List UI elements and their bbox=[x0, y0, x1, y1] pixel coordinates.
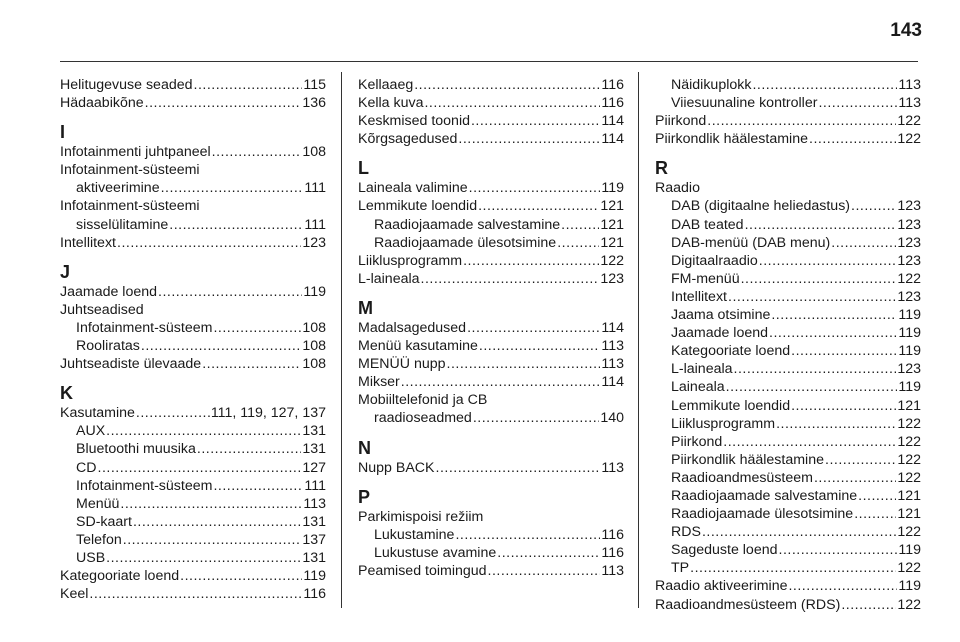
index-entry bbox=[60, 585, 326, 603]
entry-page-ref: 140 bbox=[600, 410, 624, 427]
entry-page-ref: 116 bbox=[601, 544, 624, 561]
index-entry bbox=[655, 179, 921, 197]
dot-leader bbox=[424, 94, 600, 112]
entry-page-ref: 131 bbox=[302, 441, 326, 458]
dot-leader bbox=[745, 216, 897, 234]
dot-leader bbox=[707, 112, 896, 130]
entry-page-ref: 116 bbox=[303, 586, 326, 603]
entry-term: Laineala bbox=[671, 379, 725, 396]
index-entry bbox=[358, 112, 624, 130]
entry-page-ref: 131 bbox=[302, 513, 326, 530]
entry-term: Menüü kasutamine bbox=[358, 338, 478, 355]
entry-page-ref: 123 bbox=[302, 234, 326, 251]
dot-leader bbox=[734, 360, 897, 378]
entry-page-ref: 122 bbox=[897, 415, 921, 432]
dot-leader bbox=[851, 197, 896, 215]
index-entry bbox=[358, 197, 624, 215]
index-entry bbox=[60, 197, 326, 215]
dot-leader bbox=[401, 373, 601, 391]
index-subentry bbox=[358, 216, 624, 234]
index-subentry bbox=[60, 216, 326, 234]
entry-term: Digitaalraadio bbox=[671, 252, 758, 269]
index-entry bbox=[358, 94, 624, 112]
index-entry bbox=[60, 283, 326, 301]
entry-term: TP bbox=[671, 560, 690, 577]
column-divider bbox=[341, 72, 342, 608]
dot-leader bbox=[141, 337, 301, 355]
dot-leader bbox=[421, 270, 600, 288]
entry-term: Nupp BACK bbox=[358, 459, 435, 476]
entry-term: Kasutamine bbox=[60, 405, 135, 422]
entry-term: Raadioandmesüsteem bbox=[671, 469, 813, 486]
index-subentry bbox=[655, 306, 921, 324]
dot-leader bbox=[414, 76, 600, 94]
index-letter-heading: K bbox=[60, 383, 73, 404]
index-entry bbox=[358, 337, 624, 355]
entry-page-ref: 114 bbox=[601, 319, 624, 336]
dot-leader bbox=[213, 477, 303, 495]
index-letter-heading: P bbox=[358, 486, 371, 507]
index-entry bbox=[60, 355, 326, 373]
entry-term: Keskmised toonid bbox=[358, 113, 470, 130]
entry-term: Kellaaeg bbox=[358, 77, 414, 93]
entry-term: Raadiojaamade salvestamine bbox=[374, 216, 561, 233]
entry-page-ref: 114 bbox=[601, 131, 624, 148]
dot-leader bbox=[809, 130, 896, 148]
index-subentry bbox=[358, 544, 624, 562]
entry-term: Piirkond bbox=[655, 113, 707, 130]
entry-term: Näidikuplokk bbox=[671, 77, 752, 93]
entry-term: Raadio aktiveerimine bbox=[655, 578, 788, 595]
index-subentry bbox=[60, 549, 326, 567]
dot-leader bbox=[478, 197, 599, 215]
index-subentry bbox=[655, 559, 921, 577]
entry-term: AUX bbox=[76, 423, 106, 440]
dot-leader bbox=[471, 112, 600, 130]
dot-leader bbox=[458, 130, 600, 148]
entry-page-ref: 137 bbox=[302, 531, 326, 548]
entry-page-ref: 115 bbox=[303, 77, 326, 93]
entry-page-ref: 123 bbox=[897, 361, 921, 378]
dot-leader bbox=[726, 378, 898, 396]
index-entry bbox=[60, 143, 326, 161]
entry-page-ref: 122 bbox=[897, 560, 921, 577]
entry-term: Juhtseadised bbox=[60, 301, 144, 318]
entry-term: Infotainment-süsteemi bbox=[60, 162, 200, 179]
entry-page-ref: 108 bbox=[302, 338, 326, 355]
dot-leader bbox=[779, 541, 898, 559]
dot-leader bbox=[791, 342, 897, 360]
index-subentry bbox=[60, 495, 326, 513]
entry-page-ref: 122 bbox=[897, 596, 921, 613]
index-subentry bbox=[655, 487, 921, 505]
column-divider bbox=[638, 72, 639, 608]
entry-term: Bluetoothi muusika bbox=[76, 441, 196, 458]
entry-term: Raadiojaamade ülesotsimine bbox=[374, 234, 557, 251]
entry-page-ref: 113 bbox=[601, 459, 624, 476]
index-subentry bbox=[358, 409, 624, 427]
dot-leader bbox=[788, 577, 897, 595]
index-subentry bbox=[60, 513, 326, 531]
entry-page-ref: 121 bbox=[600, 198, 624, 215]
entry-page-ref: 122 bbox=[600, 252, 624, 269]
entry-page-ref: 122 bbox=[897, 433, 921, 450]
entry-page-ref: 111 bbox=[304, 180, 326, 197]
index-column-3 bbox=[655, 76, 921, 614]
entry-page-ref: 116 bbox=[601, 95, 624, 112]
entry-page-ref: 116 bbox=[601, 526, 624, 543]
dot-leader bbox=[759, 252, 897, 270]
dot-leader bbox=[120, 495, 302, 513]
dot-leader bbox=[702, 523, 896, 541]
index-entry bbox=[358, 391, 624, 409]
entry-page-ref: 121 bbox=[897, 506, 921, 523]
dot-leader bbox=[106, 422, 301, 440]
dot-leader bbox=[561, 216, 599, 234]
dot-leader bbox=[455, 526, 600, 544]
entry-page-ref: 121 bbox=[897, 487, 921, 504]
entry-page-ref: 113 bbox=[898, 95, 921, 112]
index-subentry bbox=[60, 531, 326, 549]
index-entry bbox=[60, 94, 326, 112]
index-entry bbox=[358, 373, 624, 391]
index-subentry bbox=[655, 288, 921, 306]
entry-page-ref: 108 bbox=[302, 356, 326, 373]
index-subentry bbox=[60, 477, 326, 495]
entry-page-ref: 122 bbox=[897, 451, 921, 468]
dot-leader bbox=[467, 319, 600, 337]
entry-page-ref: 119 bbox=[898, 578, 921, 595]
entry-term: Lemmikute loendid bbox=[358, 198, 478, 215]
entry-term: Lemmikute loendid bbox=[671, 397, 791, 414]
index-subentry bbox=[655, 397, 921, 415]
dot-leader bbox=[854, 505, 896, 523]
entry-page-ref: 113 bbox=[601, 338, 624, 355]
page-number: 143 bbox=[890, 20, 922, 41]
dot-leader bbox=[479, 337, 601, 355]
index-subentry bbox=[60, 459, 326, 477]
entry-page-ref: 119 bbox=[601, 180, 624, 197]
dot-leader bbox=[212, 143, 302, 161]
entry-page-ref: 121 bbox=[600, 216, 624, 233]
entry-page-ref: 127 bbox=[302, 459, 326, 476]
index-subentry bbox=[655, 270, 921, 288]
index-subentry bbox=[655, 451, 921, 469]
entry-page-ref: 119 bbox=[898, 542, 921, 559]
entry-page-ref: 111, 119, 127, 137 bbox=[210, 405, 326, 422]
entry-term: Lukustamine bbox=[374, 526, 455, 543]
entry-term: aktiveerimine bbox=[76, 180, 160, 197]
entry-term: RDS bbox=[671, 524, 701, 541]
index-letter-heading: L bbox=[358, 158, 369, 179]
entry-page-ref: 111 bbox=[304, 216, 326, 233]
entry-term: Laineala valimine bbox=[358, 180, 468, 197]
entry-term: Keel bbox=[60, 586, 89, 603]
index-subentry bbox=[358, 526, 624, 544]
entry-page-ref: 122 bbox=[897, 469, 921, 486]
entry-term: Infotainment-süsteem bbox=[76, 477, 213, 494]
entry-term: Infotainment-süsteem bbox=[76, 319, 213, 336]
entry-term: Mikser bbox=[358, 374, 400, 391]
entry-term: Menüü bbox=[76, 495, 120, 512]
dot-leader bbox=[769, 324, 897, 342]
entry-term: Sageduste loend bbox=[671, 542, 778, 559]
entry-term: Piirkond bbox=[671, 433, 723, 450]
entry-term: Rooliratas bbox=[76, 338, 140, 355]
entry-page-ref: 108 bbox=[302, 319, 326, 336]
entry-term: Jaamade loend bbox=[60, 283, 158, 300]
entry-page-ref: 114 bbox=[601, 113, 624, 130]
dot-leader bbox=[180, 567, 302, 585]
entry-page-ref: 113 bbox=[898, 77, 921, 93]
index-letter-heading: J bbox=[60, 261, 71, 282]
entry-term: MENÜÜ nupp bbox=[358, 356, 446, 373]
dot-leader bbox=[117, 234, 301, 252]
entry-term: Helitugevuse seaded bbox=[60, 77, 193, 93]
entry-term: Hädaabikõne bbox=[60, 95, 144, 112]
dot-leader bbox=[741, 270, 897, 288]
entry-term: Jaamade loend bbox=[671, 325, 769, 342]
dot-leader bbox=[488, 562, 601, 580]
entry-page-ref: 121 bbox=[897, 397, 921, 414]
dot-leader bbox=[136, 404, 210, 422]
entry-term: Peamised toimingud bbox=[358, 562, 487, 579]
index-subentry bbox=[655, 360, 921, 378]
entry-term: Infotainment-süsteemi bbox=[60, 198, 200, 215]
dot-leader bbox=[497, 544, 600, 562]
entry-term: Liiklusprogramm bbox=[671, 415, 776, 432]
entry-term: DAB-menüü (DAB menu) bbox=[671, 234, 831, 251]
index-subentry bbox=[655, 541, 921, 559]
index-entry bbox=[358, 270, 624, 288]
dot-leader bbox=[194, 76, 303, 94]
index-subentry bbox=[655, 252, 921, 270]
index-column-2 bbox=[358, 76, 624, 580]
dot-leader bbox=[841, 596, 896, 614]
entry-page-ref: 113 bbox=[303, 495, 326, 512]
entry-page-ref: 123 bbox=[600, 270, 624, 287]
index-entry bbox=[358, 355, 624, 373]
entry-term: Mobiiltelefonid ja CB bbox=[358, 392, 488, 409]
dot-leader bbox=[161, 179, 304, 197]
entry-term: Madalsagedused bbox=[358, 319, 467, 336]
dot-leader bbox=[776, 415, 896, 433]
index-subentry bbox=[655, 324, 921, 342]
index-subentry bbox=[655, 378, 921, 396]
entry-page-ref: 108 bbox=[302, 144, 326, 161]
dot-leader bbox=[831, 234, 896, 252]
entry-term: Jaama otsimine bbox=[671, 307, 771, 324]
dot-leader bbox=[106, 549, 301, 567]
entry-page-ref: 131 bbox=[302, 423, 326, 440]
entry-page-ref: 123 bbox=[897, 234, 921, 251]
index-subentry bbox=[655, 469, 921, 487]
entry-page-ref: 119 bbox=[303, 568, 326, 585]
index-entry bbox=[358, 562, 624, 580]
index-entry bbox=[60, 567, 326, 585]
index-subentry bbox=[655, 505, 921, 523]
entry-term: Infotainmenti juhtpaneel bbox=[60, 144, 211, 161]
entry-page-ref: 122 bbox=[897, 524, 921, 541]
entry-term: SD-kaart bbox=[76, 513, 132, 530]
index-entry bbox=[358, 508, 624, 526]
entry-term: L-laineala bbox=[671, 361, 733, 378]
entry-term: FM-menüü bbox=[671, 270, 740, 287]
index-entry bbox=[60, 404, 326, 422]
dot-leader bbox=[197, 440, 301, 458]
index-entry bbox=[60, 76, 326, 94]
dot-leader bbox=[814, 469, 896, 487]
dot-leader bbox=[169, 216, 303, 234]
entry-term: Piirkondlik häälestamine bbox=[671, 451, 824, 468]
index-letter-heading: I bbox=[60, 122, 66, 143]
entry-term: Parkimispoisi režiim bbox=[358, 508, 484, 525]
entry-page-ref: 122 bbox=[897, 113, 921, 130]
entry-term: Piirkondlik häälestamine bbox=[655, 131, 808, 148]
dot-leader bbox=[728, 288, 896, 306]
dot-leader bbox=[213, 319, 301, 337]
index-entry bbox=[60, 234, 326, 252]
index-entry bbox=[358, 179, 624, 197]
index-entry bbox=[358, 459, 624, 477]
entry-term: raadioseadmed bbox=[374, 410, 472, 427]
entry-page-ref: 113 bbox=[601, 356, 624, 373]
entry-term: Liiklusprogramm bbox=[358, 252, 463, 269]
index-entry bbox=[655, 112, 921, 130]
entry-term: Telefon bbox=[76, 531, 122, 548]
entry-term: Raadioandmesüsteem (RDS) bbox=[655, 596, 841, 613]
entry-page-ref: 123 bbox=[897, 252, 921, 269]
entry-term: DAB (digitaalne heliedastus) bbox=[671, 198, 851, 215]
dot-leader bbox=[133, 513, 301, 531]
entry-page-ref: 116 bbox=[601, 77, 624, 93]
dot-leader bbox=[447, 355, 601, 373]
index-subentry bbox=[358, 234, 624, 252]
index-entry bbox=[60, 161, 326, 179]
dot-leader bbox=[123, 531, 302, 549]
dot-leader bbox=[463, 252, 599, 270]
entry-term: Lukustuse avamine bbox=[374, 544, 497, 561]
entry-page-ref: 121 bbox=[600, 234, 624, 251]
entry-page-ref: 111 bbox=[304, 477, 326, 494]
entry-page-ref: 123 bbox=[897, 288, 921, 305]
index-subentry bbox=[655, 433, 921, 451]
index-subentry bbox=[655, 523, 921, 541]
entry-page-ref: 119 bbox=[898, 325, 921, 342]
dot-leader bbox=[98, 459, 302, 477]
dot-leader bbox=[436, 459, 601, 477]
entry-page-ref: 122 bbox=[897, 131, 921, 148]
entry-term: Viiesuunaline kontroller bbox=[671, 95, 818, 112]
dot-leader bbox=[771, 306, 897, 324]
entry-term: Kõrgsagedused bbox=[358, 131, 458, 148]
index-subentry bbox=[60, 422, 326, 440]
entry-page-ref: 119 bbox=[898, 343, 921, 360]
entry-term: CD bbox=[76, 459, 97, 476]
index-entry bbox=[358, 319, 624, 337]
index-subentry bbox=[60, 337, 326, 355]
index-entry bbox=[358, 76, 624, 94]
dot-leader bbox=[858, 487, 896, 505]
entry-page-ref: 123 bbox=[897, 216, 921, 233]
entry-term: Raadiojaamade salvestamine bbox=[671, 487, 858, 504]
entry-term: Raadiojaamade ülesotsimine bbox=[671, 506, 854, 523]
index-subentry bbox=[655, 94, 921, 112]
dot-leader bbox=[145, 94, 302, 112]
entry-term: Raadio bbox=[655, 180, 700, 197]
index-subentry bbox=[655, 342, 921, 360]
entry-term: Kategooriate loend bbox=[671, 343, 791, 360]
index-subentry bbox=[655, 76, 921, 94]
entry-term: Intellitext bbox=[671, 288, 727, 305]
entry-page-ref: 123 bbox=[897, 198, 921, 215]
dot-leader bbox=[791, 397, 896, 415]
entry-term: Kella kuva bbox=[358, 95, 424, 112]
index-letter-heading: M bbox=[358, 297, 373, 318]
index-subentry bbox=[655, 234, 921, 252]
entry-page-ref: 114 bbox=[601, 374, 624, 391]
dot-leader bbox=[473, 409, 600, 427]
dot-leader bbox=[752, 76, 897, 94]
entry-page-ref: 119 bbox=[303, 283, 326, 300]
index-column-1 bbox=[60, 76, 326, 603]
index-subentry bbox=[60, 179, 326, 197]
dot-leader bbox=[818, 94, 897, 112]
index-letter-heading: N bbox=[358, 437, 371, 458]
entry-term: DAB teated bbox=[671, 216, 744, 233]
entry-page-ref: 113 bbox=[601, 562, 624, 579]
dot-leader bbox=[89, 585, 302, 603]
index-entry bbox=[60, 301, 326, 319]
dot-leader bbox=[158, 283, 302, 301]
entry-page-ref: 131 bbox=[302, 549, 326, 566]
index-subentry bbox=[60, 440, 326, 458]
index-subentry bbox=[655, 197, 921, 215]
entry-page-ref: 119 bbox=[898, 379, 921, 396]
dot-leader bbox=[825, 451, 896, 469]
entry-term: Kategooriate loend bbox=[60, 568, 180, 585]
index-entry bbox=[655, 577, 921, 595]
index-subentry bbox=[60, 319, 326, 337]
dot-leader bbox=[557, 234, 599, 252]
index-entry bbox=[358, 130, 624, 148]
dot-leader bbox=[202, 355, 301, 373]
entry-page-ref: 122 bbox=[897, 270, 921, 287]
entry-term: USB bbox=[76, 549, 106, 566]
entry-term: sisselülitamine bbox=[76, 216, 169, 233]
entry-term: Juhtseadiste ülevaade bbox=[60, 356, 202, 373]
index-letter-heading: R bbox=[655, 158, 668, 179]
entry-term: L-laineala bbox=[358, 270, 420, 287]
dot-leader bbox=[690, 559, 896, 577]
dot-leader bbox=[723, 433, 896, 451]
index-entry bbox=[655, 596, 921, 614]
index-subentry bbox=[655, 216, 921, 234]
header-rule bbox=[60, 61, 918, 62]
index-entry bbox=[655, 130, 921, 148]
entry-page-ref: 119 bbox=[898, 307, 921, 324]
index-entry bbox=[358, 252, 624, 270]
dot-leader bbox=[469, 179, 601, 197]
entry-page-ref: 136 bbox=[302, 95, 326, 112]
index-subentry bbox=[655, 415, 921, 433]
entry-term: Intellitext bbox=[60, 234, 116, 251]
